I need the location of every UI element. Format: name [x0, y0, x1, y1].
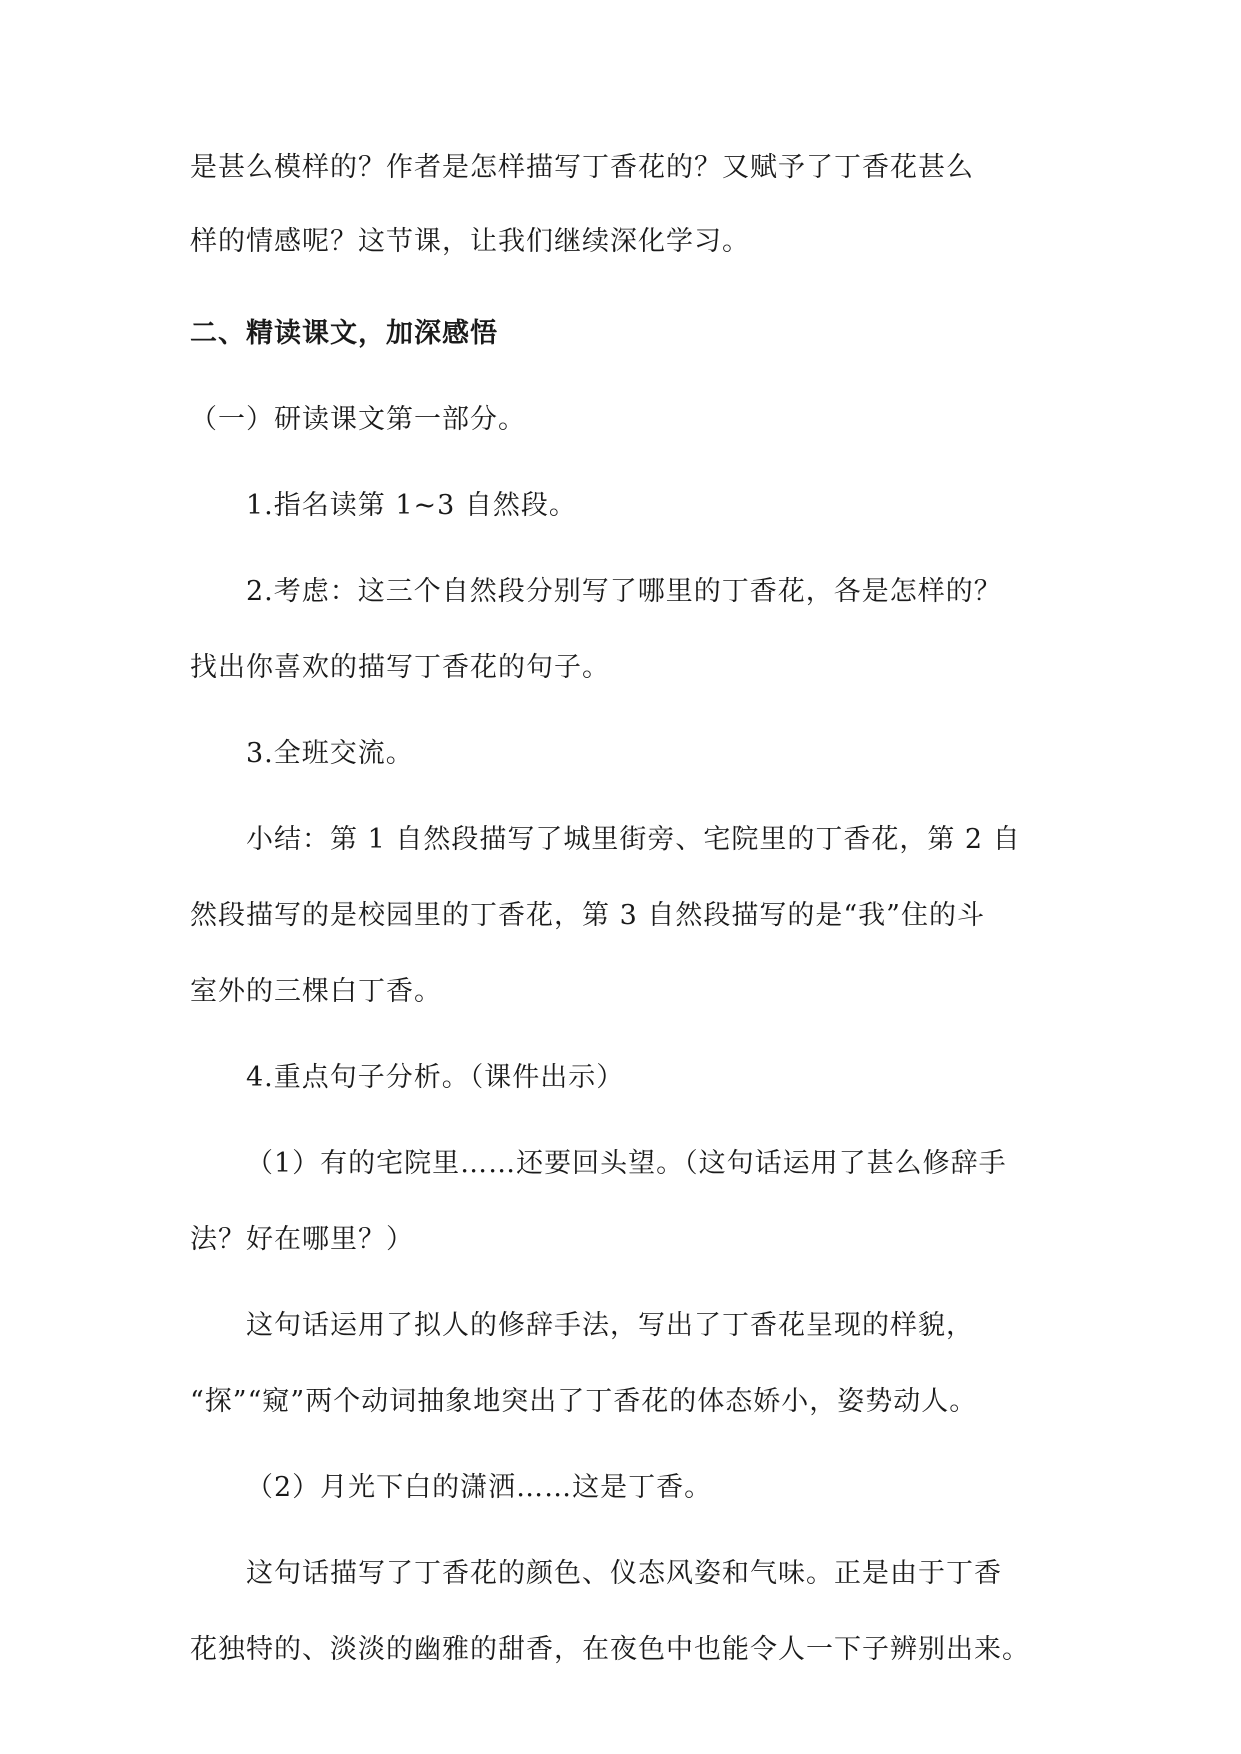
section-heading: 二、精读课文，加深感悟 [190, 318, 498, 349]
paragraph-line: 是甚么模样的？作者是怎样描写丁香花的？又赋予了丁香花甚么 [190, 152, 974, 183]
paragraph-line: 样的情感呢？这节课，让我们继续深化学习。 [190, 226, 750, 257]
analysis-paragraph: 这句话运用了拟人的修辞手法，写出了丁香花呈现的样貌， [246, 1310, 974, 1341]
paragraph-line: 然段描写的是校园里的丁香花，第 3 自然段描写的是“我”住的斗 [190, 900, 985, 931]
list-item: 3.全班交流。 [246, 738, 414, 769]
paragraph-line: 室外的三棵白丁香。 [190, 976, 442, 1007]
sentence-analysis: （1）有的宅院里……还要回头望。（这句话运用了甚么修辞手 [246, 1148, 1007, 1179]
list-item: 2.考虑：这三个自然段分别写了哪里的丁香花，各是怎样的？ [246, 576, 1002, 607]
paragraph-line: “探”“窥”两个动词抽象地突出了丁香花的体态娇小，姿势动人。 [190, 1386, 978, 1417]
summary-paragraph: 小结：第 1 自然段描写了城里街旁、宅院里的丁香花，第 2 自 [246, 824, 1021, 855]
list-item: 1.指名读第 1~3 自然段。 [246, 490, 577, 521]
paragraph-line: 找出你喜欢的描写丁香花的句子。 [190, 652, 610, 683]
subsection-heading: （一）研读课文第一部分。 [190, 404, 526, 435]
sentence-analysis: （2）月光下白的潇洒……这是丁香。 [246, 1472, 713, 1503]
paragraph-line: 花独特的、淡淡的幽雅的甜香，在夜色中也能令人一下子辨别出来。 [190, 1634, 1030, 1665]
list-item: 4.重点句子分析。（课件出示） [246, 1062, 625, 1093]
paragraph-line: 法？好在哪里？） [190, 1224, 414, 1255]
analysis-paragraph: 这句话描写了丁香花的颜色、仪态风姿和气味。正是由于丁香 [246, 1558, 1002, 1589]
